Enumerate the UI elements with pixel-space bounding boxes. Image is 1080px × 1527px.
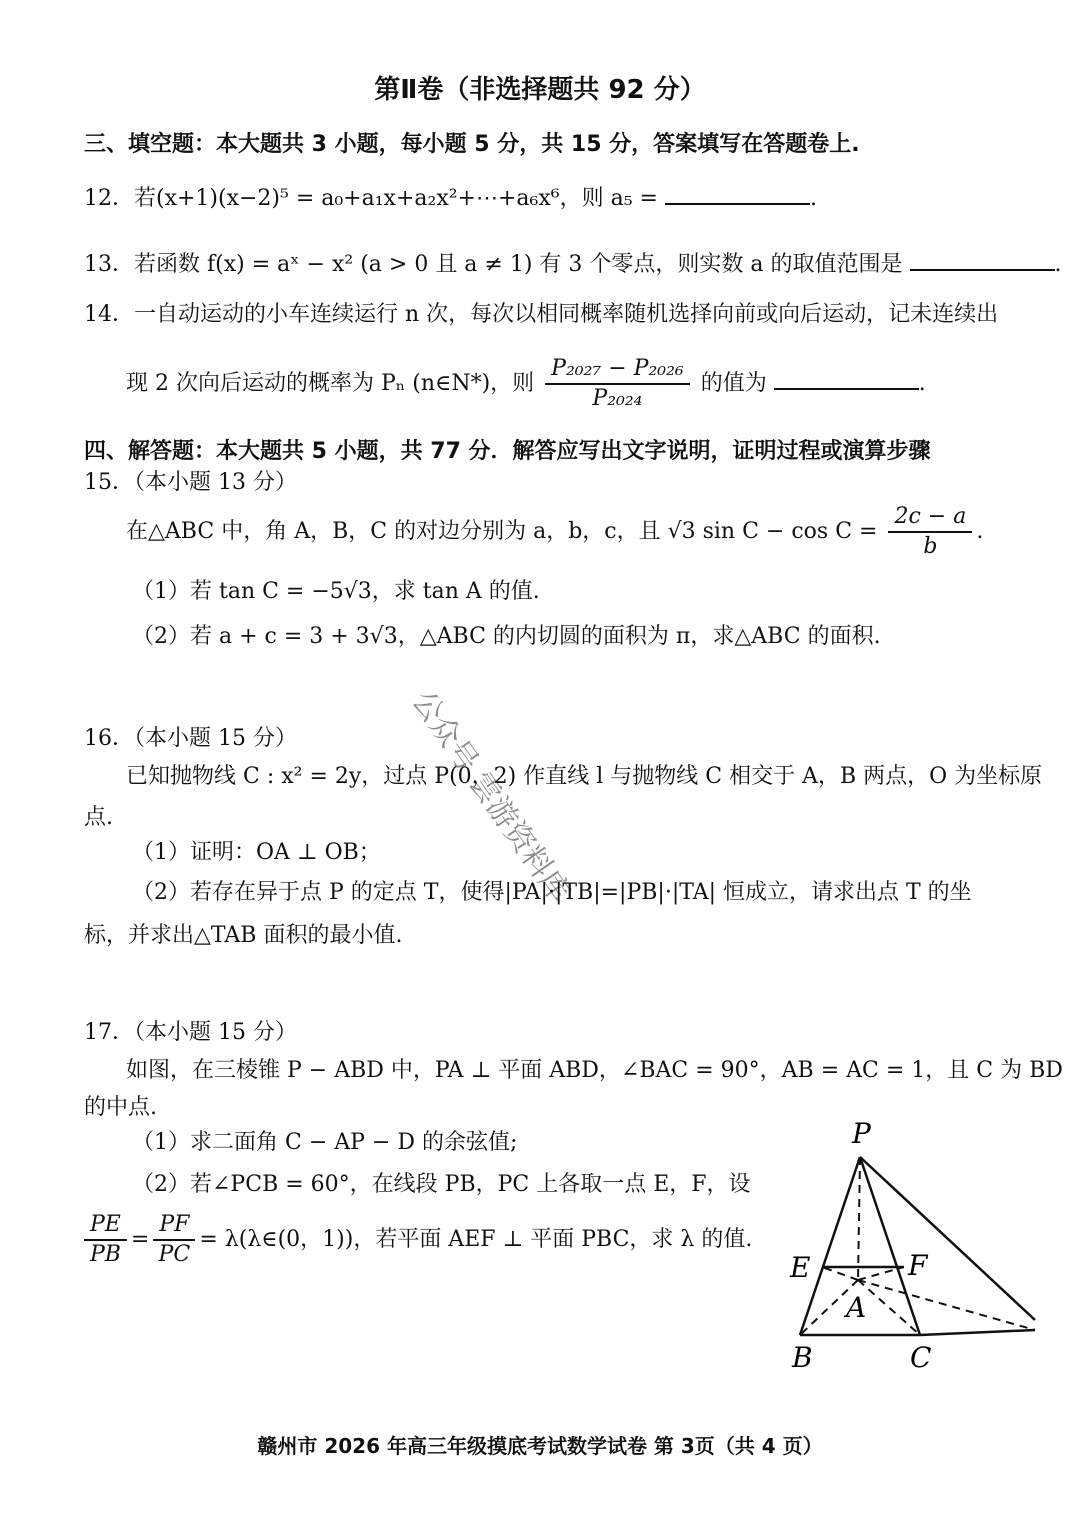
page-title: 第Ⅱ卷（非选择题共 92 分）	[374, 75, 706, 105]
question-15-fraction-denominator: b	[923, 534, 938, 559]
question-17-stem-line2: 的中点.	[84, 1095, 157, 1120]
question-16-stem-line1: 已知抛物线 C : x² = 2y，过点 P(0，2) 作直线 l 与抛物线 C 相交于 A，B 两点，O 为坐标原	[126, 764, 1043, 789]
fraction-denominator-pb: PB	[89, 1242, 121, 1267]
question-12: 12．若(x+1)(x−2)⁵ = a₀+a₁x+a₂x²+⋯+a₆x⁶，则 a₅ = .	[84, 183, 817, 214]
question-17-part2-suffix: = λ(λ∈(0，1))，若平面 AEF ⊥ 平面 PBC，求 λ 的值.	[199, 1227, 753, 1252]
question-14-fraction	[545, 355, 690, 413]
edge-cd	[920, 1330, 1035, 1335]
label-e: E	[790, 1251, 811, 1284]
question-14-line1: 14．一自动运动的小车连续运行 n 次，每次以相同概率随机选择向前或向后运动，记未连续出	[84, 302, 999, 327]
answer-blank-12	[665, 183, 810, 205]
question-16-part1: （1）证明：OA ⊥ OB；	[132, 840, 381, 865]
question-16-label: 16．（本小题 15 分）	[84, 726, 297, 751]
answer-blank-13	[910, 249, 1055, 271]
label-b: B	[792, 1341, 813, 1374]
edge-pa	[858, 1157, 860, 1280]
question-17-fraction-pf-pc	[153, 1211, 195, 1269]
question-17-part2-line1: （2）若∠PCB = 60°，在线段 PB，PC 上各取一点 E，F，设	[132, 1172, 751, 1197]
segment-ae	[822, 1267, 858, 1280]
fraction-denominator-pc: PC	[158, 1242, 191, 1267]
question-16-part2-line2: 标，并求出△TAB 面积的最小值.	[84, 923, 403, 948]
section3-heading: 三、填空题：本大题共 3 小题，每小题 5 分，共 15 分，答案填写在答题卷上.	[84, 132, 860, 157]
section4-heading: 四、解答题：本大题共 5 小题，共 77 分．解答应写出文字说明，证明过程或演算步骤	[84, 439, 931, 464]
question-15-stem-text: 在△ABC 中，角 A，B，C 的对边分别为 a，b，c，且 √3 sin C − cos C =	[126, 519, 878, 544]
label-a: A	[846, 1291, 867, 1324]
question-14-fraction-denominator: P₂₀₂₄	[592, 386, 643, 411]
question-17-fraction-pe-pb	[84, 1211, 127, 1269]
question-15-stem: 在△ABC 中，角 A，B，C 的对边分别为 a，b，c，且 √3 sin C − cos C = $\frac{2c - a}{b}$ .	[126, 504, 984, 559]
question-12-text: 12．若(x+1)(x−2)⁵ = a₀+a₁x+a₂x²+⋯+a₆x⁶，则 a₅ =	[84, 186, 658, 211]
question-15-part1: （1）若 tan C = −5√3，求 tan A 的值.	[132, 579, 540, 604]
fraction-numerator-pe: PE	[84, 1211, 127, 1241]
question-14-fraction-numerator: P₂₀₂₇ − P₂₀₂₆	[545, 355, 690, 385]
fraction-numerator-pf: PF	[153, 1211, 195, 1241]
question-14-prefix: 现 2 次向后运动的概率为 Pₙ (n∈N*)，则	[126, 371, 535, 396]
question-17-part2-line2: $\frac{PE}{PB}$ = $\frac{PF}{PC}$ = λ(λ∈(0，1))，若平面 AEF ⊥ 平面 PBC，求 λ 的值.	[84, 1208, 752, 1272]
question-15-label: 15．（本小题 13 分）	[84, 470, 297, 495]
question-17-stem-line1: 如图，在三棱锥 P − ABD 中，PA ⊥ 平面 ABD，∠BAC = 90°，AB = AC = 1，且 C 为 BD	[126, 1058, 1063, 1083]
question-15-part2: （2）若 a + c = 3 + 3√3，△ABC 的内切圆的面积为 π，求△ABC 的面积.	[132, 624, 881, 649]
question-16-part2-line1: （2）若存在异于点 P 的定点 T，使得|PA|·|TB|=|PB|·|TA| 恒成立，请求出点 T 的坐	[132, 880, 972, 905]
question-17-label: 17．（本小题 15 分）	[84, 1020, 297, 1045]
question-17-part1: （1）求二面角 C − AP − D 的余弦值;	[132, 1130, 518, 1155]
pyramid-figure	[780, 1115, 1040, 1385]
edge-ad	[858, 1280, 1035, 1330]
question-15-fraction	[888, 503, 972, 561]
page-footer: 赣州市 2026 年高三年级摸底考试数学试卷 第 3页（共 4 页）	[257, 1434, 823, 1458]
question-13: 13．若函数 f(x) = aˣ − x² (a > 0 且 a ≠ 1) 有 3 个零点，则实数 a 的取值范围是 .	[84, 249, 1062, 280]
question-14-line2: 现 2 次向后运动的概率为 Pₙ (n∈N*)，则 $\frac{\text{P₂₀₂₇ − P₂₀₂₆}}{\text{P₂₀₂₄}}$ 的值为 .	[126, 356, 926, 411]
question-13-text: 13．若函数 f(x) = aˣ − x² (a > 0 且 a ≠ 1) 有 3 个零点，则实数 a 的取值范围是	[84, 252, 903, 277]
label-c: C	[910, 1341, 932, 1374]
label-p: P	[852, 1117, 871, 1150]
question-15-fraction-numerator: 2c − a	[888, 503, 972, 533]
question-16-stem-line2: 点.	[84, 805, 113, 830]
label-f: F	[908, 1249, 928, 1282]
watermark: 公众号 雲游资料库	[404, 684, 577, 910]
answer-blank-14	[774, 368, 919, 390]
question-14-suffix: 的值为	[700, 371, 767, 396]
